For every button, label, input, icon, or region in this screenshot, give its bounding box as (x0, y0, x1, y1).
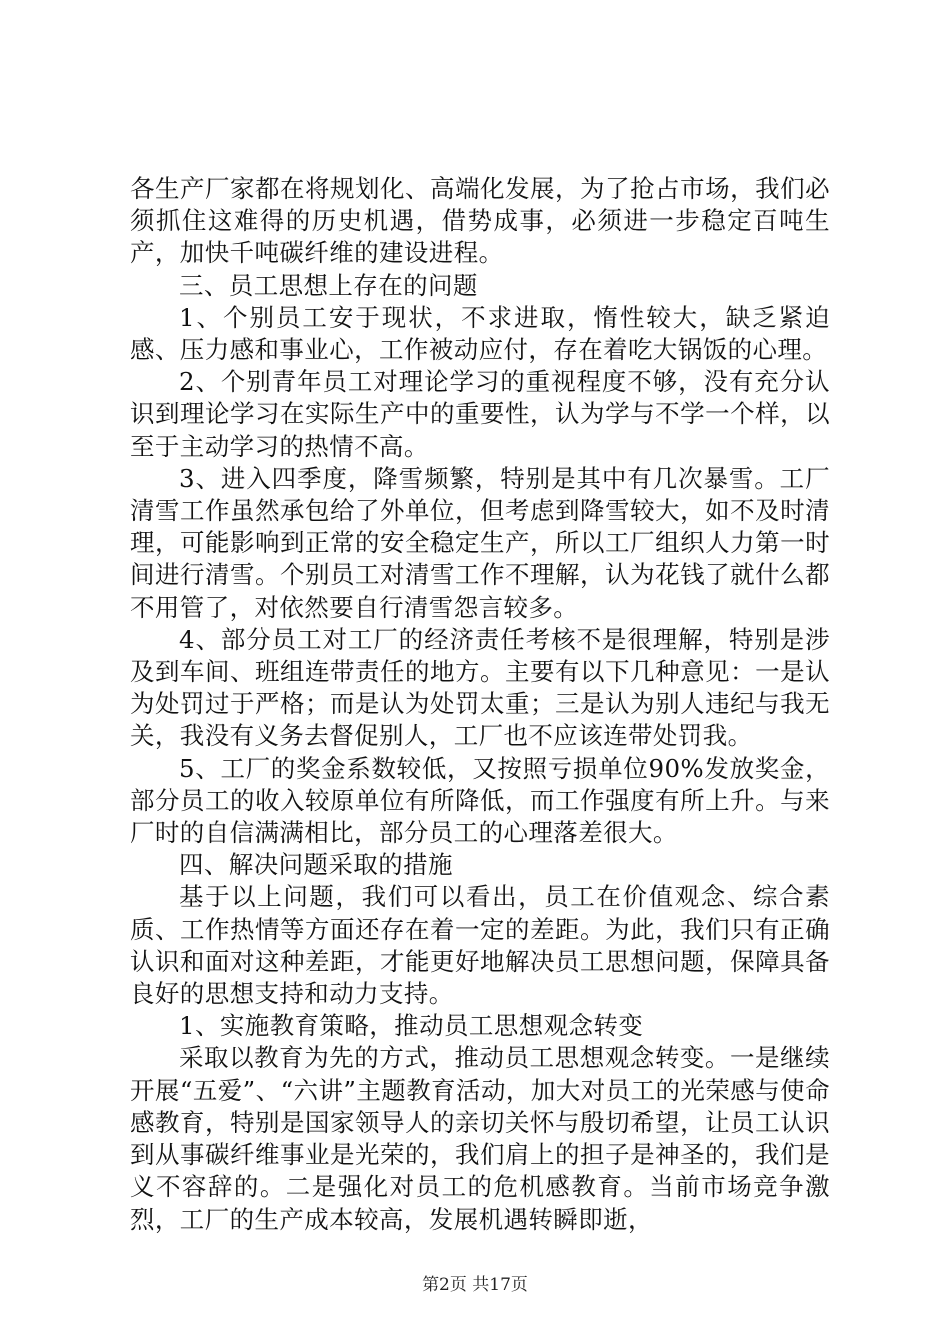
section-heading-4: 四、解决问题采取的措施 (179, 850, 453, 880)
section-heading-3: 三、员工思想上存在的问题 (179, 270, 478, 300)
paragraph-measure-1: 采取以教育为先的方式，推动员工思想观念转变。一是继续开展“五爱”、“六讲”主题教育活动，加大对员工的光荣感与使命感教育，特别是国家领导人的亲切关怀与殷切希望，让员工认识到从事碳纤维事业是光荣的，我们肩上的担子是神圣的，我们是义不容辞的。二是强化对员工的危机感教育。当前市场竞争激烈，工厂的生产成本较高，发展机遇转瞬即逝， (130, 1043, 830, 1234)
paragraph-intro-measures: 基于以上问题，我们可以看出，员工在价值观念、综合素质、工作热情等方面还存在着一定的差距。为此，我们只有正确认识和面对这种差距，才能更好地解决员工思想问题，保障具备良好的思想支持和动力支持。 (130, 882, 830, 1009)
paragraph-issue-3: 3、进入四季度，降雪频繁，特别是其中有几次暴雪。工厂清雪工作虽然承包给了外单位，但考虑到降雪较大，如不及时清理，可能影响到正常的安全稳定生产，所以工厂组织人力第一时间进行清雪。个别员工对清雪工作不理解，认为花钱了就什么都不用管了，对依然要自行清雪怨言较多。 (130, 463, 830, 622)
paragraph-continuation: 各生产厂家都在将规划化、高端化发展，为了抢占市场，我们必须抓住这难得的历史机遇，借势成事，必须进一步稳定百吨生产，加快千吨碳纤维的建设进程。 (130, 174, 830, 268)
document-body (130, 173, 830, 1236)
paragraph-issue-4: 4、部分员工对工厂的经济责任考核不是很理解，特别是涉及到车间、班组连带责任的地方。主要有以下几种意见：一是认为处罚过于严格；而是认为处罚太重；三是认为别人违纪与我无关，我没有义务去督促别人，工厂也不应该连带处罚我。 (130, 624, 830, 751)
paragraph-issue-2: 2、个别青年员工对理论学习的重视程度不够，没有充分认识到理论学习在实际生产中的重要性，认为学与不学一个样，以至于主动学习的热情不高。 (130, 367, 830, 461)
page-footer: 第2页 共17页 (422, 1275, 528, 1295)
subheading-measure-1: 1、实施教育策略，推动员工思想观念转变 (179, 1011, 644, 1041)
paragraph-issue-1: 1、个别员工安于现状，不求进取，惰性较大，缺乏紧迫感、压力感和事业心，工作被动应付，存在着吃大锅饭的心理。 (130, 302, 830, 365)
paragraph-issue-5: 5、工厂的奖金系数较低，又按照亏损单位90%发放奖金，部分员工的收入较原单位有所降低，而工作强度有所上升。与来厂时的自信满满相比，部分员工的心理落差很大。 (130, 753, 830, 848)
